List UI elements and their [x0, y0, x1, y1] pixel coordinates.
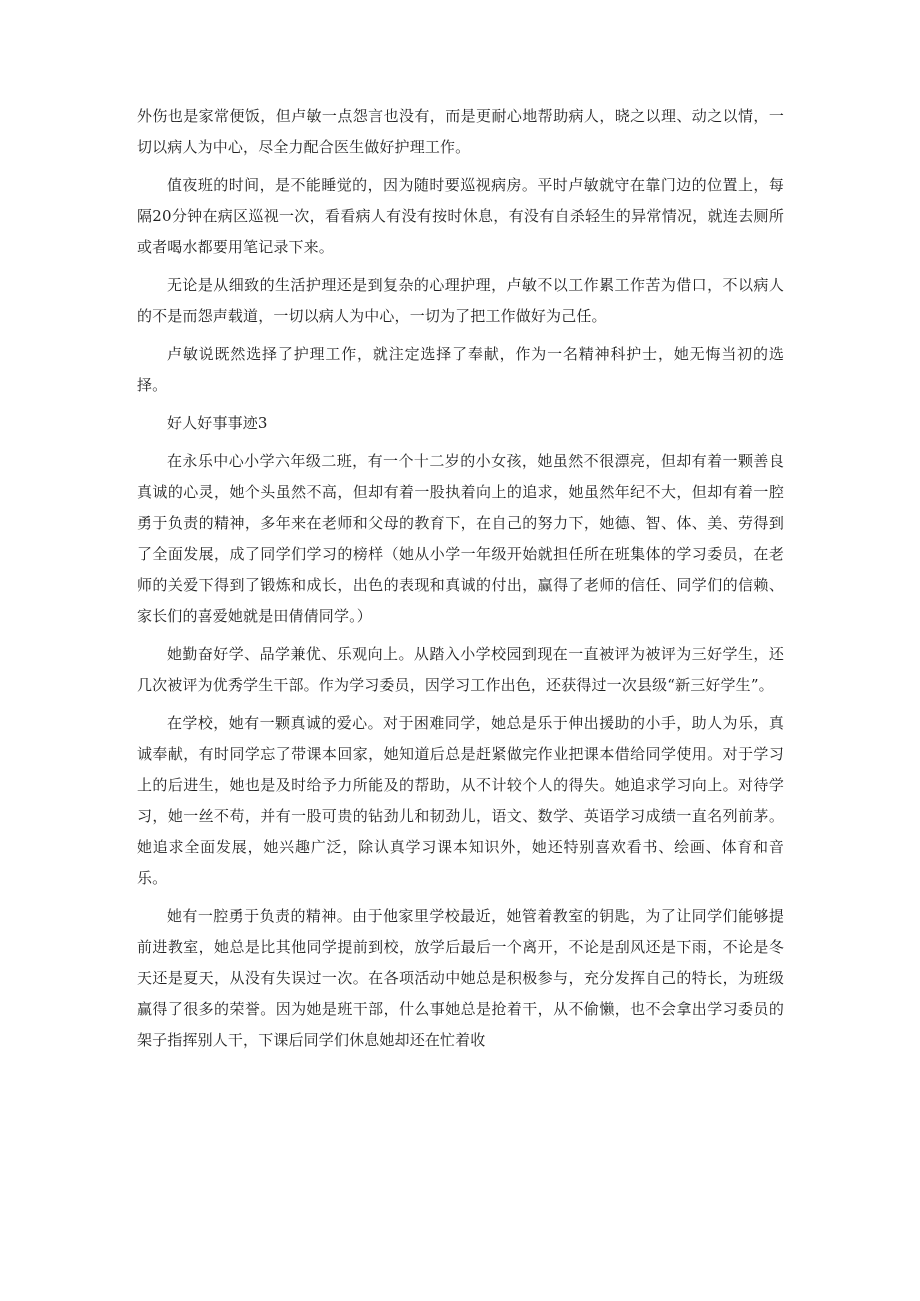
document-body: [137, 101, 784, 1063]
paragraph: 在学校，她有一颗真诚的爱心。对于困难同学，她总是乐于伸出援助的小手，助人为乐，真诚奉献，有时同学忘了带课本回家，她知道后总是赶紧做完作业把课本借给同学使用。对于学习上的后进生，她也是及时给予力所能及的帮助，从不计较个人的得失。她追求学习向上。对待学习，她一丝不苟，并有一股可贵的钻劲儿和韧劲儿，语文、数学、英语学习成绩一直名列前茅。她追求全面发展，她兴趣广泛，除认真学习课本知识外，她还特别喜欢看书、绘画、体育和音乐。: [137, 714, 784, 887]
paragraph: 无论是从细致的生活护理还是到复杂的心理护理，卢敏不以工作累工作苦为借口，不以病人的不是而怨声载道，一切以病人为中心，一切为了把工作做好为己任。: [137, 276, 784, 325]
paragraph: 卢敏说既然选择了护理工作，就注定选择了奉献，作为一名精神科护士，她无悔当初的选择。: [137, 345, 784, 394]
paragraph: 她勤奋好学、品学兼优、乐观向上。从踏入小学校园到现在一直被评为被评为三好学生，还几次被评为优秀学生干部。作为学习委员，因学习工作出色，还获得过一次县级“新三好学生”。: [137, 645, 784, 694]
paragraph: 值夜班的时间，是不能睡觉的，因为随时要巡视病房。平时卢敏就守在靠门边的位置上，每隔20分钟在病区巡视一次，看看病人有没有按时休息，有没有自杀轻生的异常情况，就连去厕所或者喝水都要用笔记录下来。: [137, 176, 784, 256]
section-heading: 好人好事事迹3: [167, 414, 268, 432]
paragraph: 她有一腔勇于负责的精神。由于他家里学校最近，她管着教室的钥匙，为了让同学们能够提前进教室，她总是比其他同学提前到校，放学后最后一个离开，不论是刮风还是下雨，不论是冬天还是夏天，从没有失误过一次。在各项活动中她总是积极参与，充分发挥自己的特长，为班级赢得了很多的荣誉。因为她是班干部，什么事她总是抢着干，从不偷懒，也不会拿出学习委员的架子指挥别人干，下课后同学们休息她却还在忙着收: [137, 907, 784, 1049]
paragraph: 在永乐中心小学六年级二班，有一个十二岁的小女孩，她虽然不很漂亮，但却有着一颗善良真诚的心灵，她个头虽然不高，但却有着一股执着向上的追求，她虽然年纪不大，但却有着一腔勇于负责的精神，多年来在老师和父母的教育下，在自己的努力下，她德、智、体、美、劳得到了全面发展，成了同学们学习的榜样（她从小学一年级开始就担任所在班集体的学习委员，在老师的关爱下得到了锻炼和成长，出色的表现和真诚的付出，赢得了老师的信任、同学们的信赖、家长们的喜爱她就是田倩倩同学。）: [137, 452, 784, 625]
paragraph: 外伤也是家常便饭，但卢敏一点怨言也没有，而是更耐心地帮助病人，晓之以理、动之以情，一切以病人为中心，尽全力配合医生做好护理工作。: [137, 107, 784, 156]
